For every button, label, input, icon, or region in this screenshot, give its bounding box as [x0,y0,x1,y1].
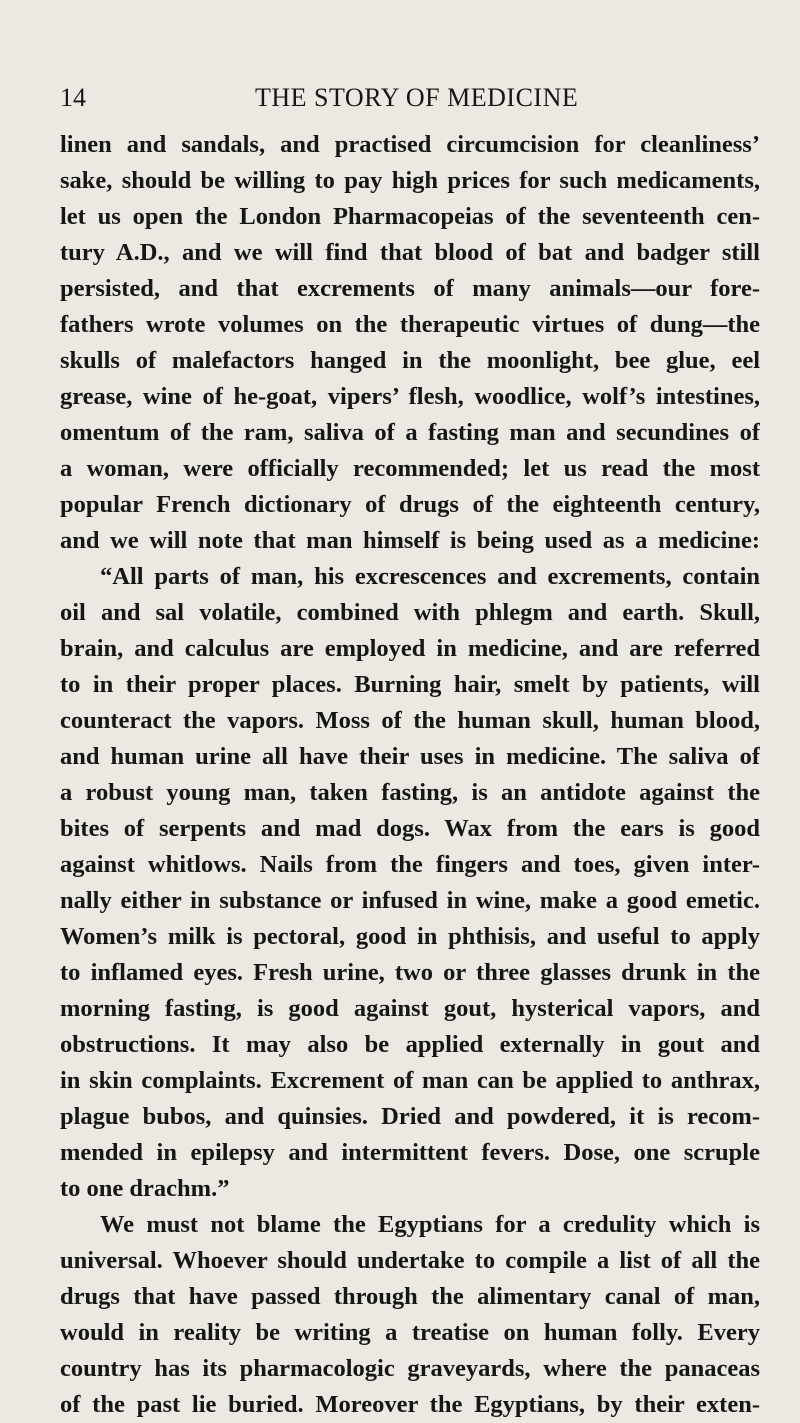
text-line: in skin complaints. Excrement of man can be applied to anthrax, [60,1067,760,1094]
quote-end-line: to one drachm.” [60,1175,230,1202]
running-title: THE STORY OF MEDICINE [255,83,579,112]
text-line: nally either in substance or infused in wine, make a good emetic. [60,887,760,914]
text-line: skulls of malefactors hanged in the moonlight, bee glue, eel [60,347,760,374]
text-line: drugs that have passed through the alimentary canal of man, [60,1283,760,1310]
page-header [60,80,760,120]
page-number: 14 [60,83,86,112]
text-line: and human urine all have their uses in medicine. The saliva of [60,743,760,770]
text-line: obstructions. It may also be applied externally in gout and [60,1031,760,1058]
text-line: linen and sandals, and practised circumcision for cleanliness’ [60,131,760,158]
text-line: tury A.D., and we will find that blood of bat and badger still [60,239,760,266]
text-line: popular French dictionary of drugs of the eighteenth century, [60,491,760,518]
text-line: morning fasting, is good against gout, hysterical vapors, and [60,995,760,1022]
text-line: and we will note that man himself is being used as a medicine: [60,527,760,554]
text-line: bites of serpents and mad dogs. Wax from the ears is good [60,815,760,842]
body-text [60,127,760,1423]
text-line: brain, and calculus are employed in medicine, and are referred [60,635,760,662]
quote-start-line: “All parts of man, his excrescences and excrements, contain [100,563,760,590]
text-line: oil and sal volatile, combined with phlegm and earth. Skull, [60,599,760,626]
text-line: fathers wrote volumes on the therapeutic virtues of dung—the [60,311,760,338]
text-line: universal. Whoever should undertake to compile a list of all the [60,1247,760,1274]
text-line: against whitlows. Nails from the fingers and toes, given inter- [60,851,760,878]
text-line: a robust young man, taken fasting, is an antidote against the [60,779,760,806]
text-line: would in reality be writing a treatise on human folly. Every [60,1319,760,1346]
text-line: sake, should be willing to pay high prices for such medicaments, [60,167,760,194]
text-line: Women’s milk is pectoral, good in phthisis, and useful to apply [60,923,760,950]
text-line: to in their proper places. Burning hair, smelt by patients, will [60,671,760,698]
text-line: country has its pharmacologic graveyards, where the panaceas [60,1355,760,1382]
text-line: plague bubos, and quinsies. Dried and powdered, it is recom- [60,1103,760,1130]
text-line: to inflamed eyes. Fresh urine, two or three glasses drunk in the [60,959,760,986]
text-line: a woman, were officially recommended; let us read the most [60,455,760,482]
paragraph-start-line: We must not blame the Egyptians for a credulity which is [100,1211,760,1238]
text-line: of the past lie buried. Moreover the Egyptians, by their exten- [60,1391,760,1418]
text-line: mended in epilepsy and intermittent fevers. Dose, one scruple [60,1139,760,1166]
text-line: omentum of the ram, saliva of a fasting man and secundines of [60,419,760,446]
text-line: counteract the vapors. Moss of the human skull, human blood, [60,707,760,734]
text-line: persisted, and that excrements of many animals—our fore- [60,275,760,302]
text-line: let us open the London Pharmacopeias of the seventeenth cen- [60,203,760,230]
text-line: grease, wine of he-goat, vipers’ flesh, woodlice, wolf’s intestines, [60,383,760,410]
